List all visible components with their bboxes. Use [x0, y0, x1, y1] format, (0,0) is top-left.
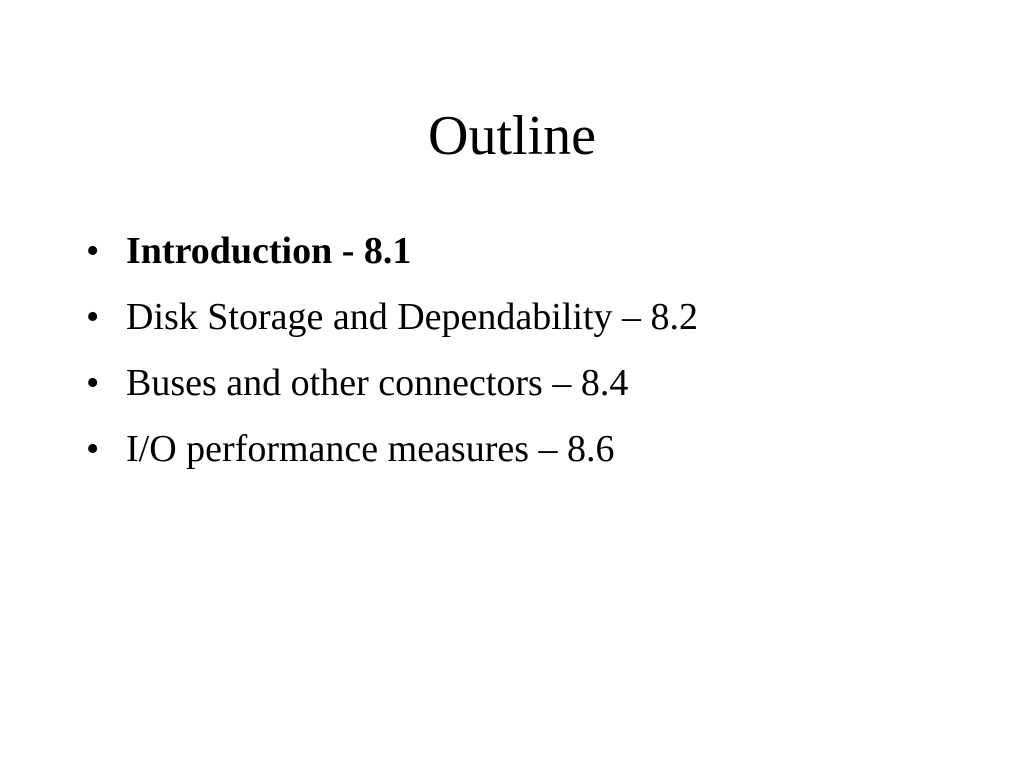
bullet-icon: • [86, 362, 100, 404]
bullet-icon: • [86, 230, 100, 272]
bullet-icon: • [86, 296, 100, 338]
outline-item-label: I/O performance measures – 8.6 [126, 428, 615, 470]
outline-item-label: Disk Storage and Dependability – 8.2 [126, 296, 699, 338]
outline-item-buses [86, 361, 986, 405]
outline-item-label: Buses and other connectors – 8.4 [126, 362, 629, 404]
outline-item-label: Introduction - 8.1 [126, 230, 412, 272]
outline-item-introduction [86, 229, 986, 273]
outline-list [86, 229, 986, 493]
outline-item-io-performance [86, 427, 986, 471]
bullet-icon: • [86, 428, 100, 470]
slide-title: Outline [428, 105, 596, 167]
outline-item-disk-storage [86, 295, 986, 339]
